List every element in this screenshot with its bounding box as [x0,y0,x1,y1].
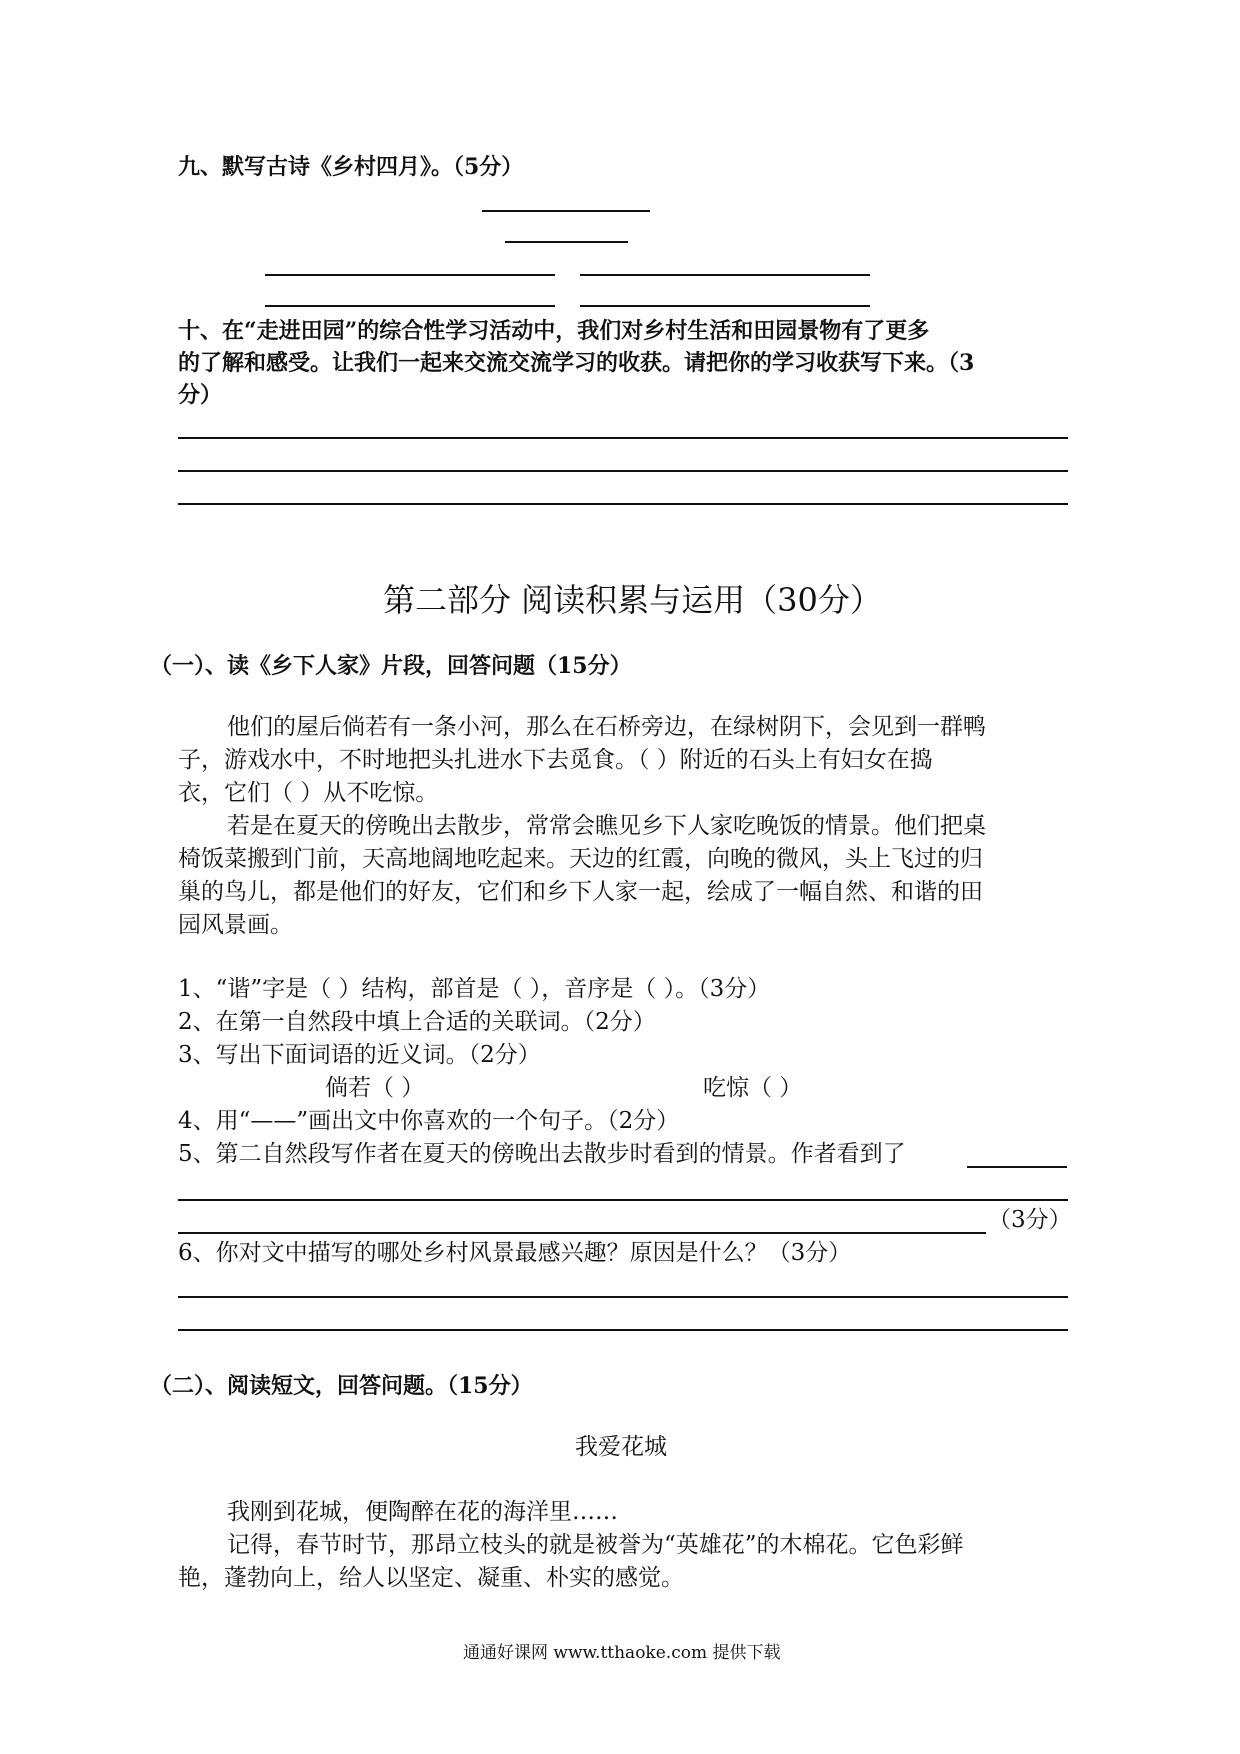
q6-answer-line-2[interactable] [178,1329,1068,1331]
question-6: 6、你对文中描写的哪处乡村风景最感兴趣？原因是什么？（3分） [178,1240,852,1266]
passage2-line-3: 艳，蓬勃向上，给人以坚定、凝重、朴实的感觉。 [178,1565,684,1591]
poem-line-4[interactable] [580,274,870,276]
q5-answer-line-3[interactable] [178,1232,986,1234]
q9-title: 九、默写古诗《乡村四月》。（5分） [178,154,524,180]
passage1-line-4: 若是在夏天的傍晚出去散步，常常会瞧见乡下人家吃晚饭的情景。他们把桌 [227,813,986,839]
synonym-word-1: 倘若（ ） [325,1075,425,1101]
q10-line-1: 十、在“走进田园”的综合性学习活动中，我们对乡村生活和田园景物有了更多 [178,318,930,344]
question-2: 2、在第一自然段中填上合适的关联词。（2分） [178,1009,656,1035]
passage2-line-2: 记得，春节时节，那昂立枝头的就是被誉为“英雄花”的木棉花。它色彩鲜 [227,1532,964,1558]
q10-answer-line-1[interactable] [178,437,1068,439]
synonym-word-2: 吃惊（ ） [703,1075,803,1101]
poem-line-3[interactable] [265,274,555,276]
passage2-line-1: 我刚到花城，便陶醉在花的海洋里…… [227,1499,618,1525]
q5-answer-line-2[interactable] [178,1199,1068,1201]
passage1-line-6: 巢的鸟儿，都是他们的好友，它们和乡下人家一起，绘成了一幅自然、和谐的田 [178,879,983,905]
passage1-line-7: 园风景画。 [178,912,293,938]
poem-line-2[interactable] [505,241,628,243]
question-3: 3、写出下面词语的近义词。（2分） [178,1042,541,1068]
question-1: 1、“谐”字是（ ）结构，部首是（ ），音序是（ ）。（3分） [178,976,771,1002]
question-4: 4、用“——”画出文中你喜欢的一个句子。（2分） [178,1108,680,1134]
passage1-line-3: 衣，它们（ ）从不吃惊。 [178,780,439,806]
q5-score: （3分） [988,1207,1072,1233]
poem-line-5[interactable] [265,305,555,307]
q10-answer-line-3[interactable] [178,503,1068,505]
q10-line-2: 的了解和感受。让我们一起来交流交流学习的收获。请把你的学习收获写下来。（3 [178,350,975,376]
q10-line-3: 分） [178,382,223,408]
passage1-line-2: 子，游戏水中，不时地把头扎进水下去觅食。（ ）附近的石头上有妇女在捣 [178,747,933,773]
footer-text: 通通好课网 www.tthaoke.com 提供下载 [463,1643,781,1663]
q5-answer-line-1[interactable] [967,1166,1067,1168]
part2-title: 第二部分 阅读积累与运用（30分） [383,581,882,619]
poem-line-1[interactable] [482,210,650,212]
section1-title: （一）、读《乡下人家》片段，回答问题（15分） [150,653,632,679]
poem-line-6[interactable] [580,305,870,307]
q6-answer-line-1[interactable] [178,1296,1068,1298]
q10-answer-line-2[interactable] [178,470,1068,472]
passage1-line-5: 椅饭菜搬到门前，天高地阔地吃起来。天边的红霞，向晚的微风，头上飞过的归 [178,846,983,872]
essay-title: 我爱花城 [575,1434,667,1460]
passage1-line-1: 他们的屋后倘若有一条小河，那么在石桥旁边，在绿树阴下，会见到一群鸭 [227,714,986,740]
question-5: 5、第二自然段写作者在夏天的傍晚出去散步时看到的情景。作者看到了 [178,1141,906,1167]
section2-title: （二）、阅读短文，回答问题。（15分） [150,1373,533,1399]
